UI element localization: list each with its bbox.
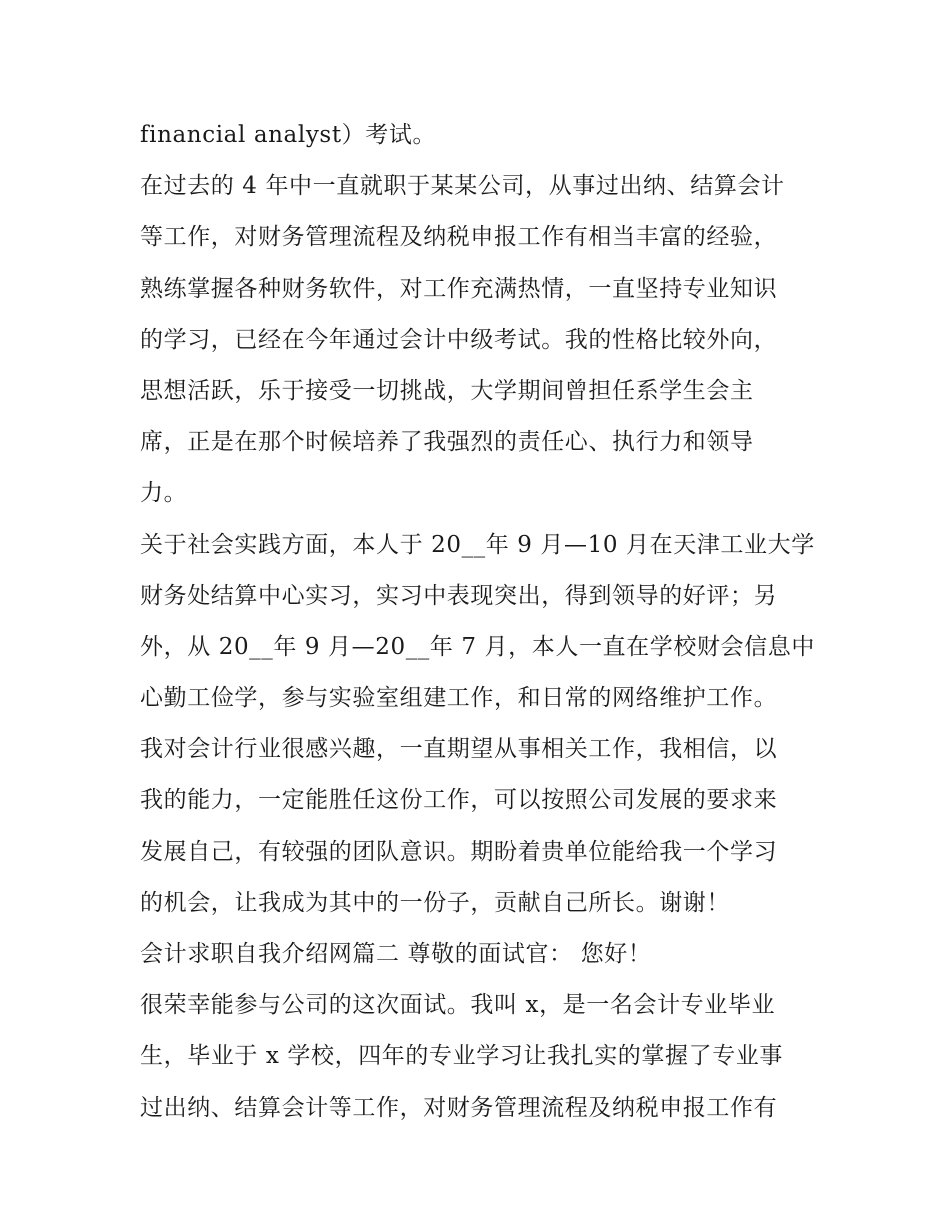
text-line: 力。 [140, 480, 188, 507]
text-line: financial analyst）考试。 [140, 122, 437, 148]
body-text [140, 110, 820, 1134]
text-line: 我对会计行业很感兴趣，一直期望从事相关工作，我相信，以 [140, 736, 778, 763]
text-line: 很荣幸能参与公司的这次面试。我叫 x，是一名会计专业毕业 [140, 992, 776, 1019]
text-line: 关于社会实践方面，本人于 20__年 9 月—10 月在天津工业大学 [140, 531, 815, 558]
text-line: 的机会，让我成为其中的一份子，贡献自己所长。谢谢！ [140, 889, 730, 916]
text-line: 在过去的 4 年中一直就职于某某公司，从事过出纳、结算会计 [140, 173, 785, 200]
text-line: 我的能力，一定能胜任这份工作，可以按照公司发展的要求来 [140, 787, 778, 814]
text-line: 等工作，对财务管理流程及纳税申报工作有相当丰富的经验， [140, 224, 778, 251]
text-line: 外，从 20__年 9 月—20__年 7 月，本人一直在学校财会信息中 [140, 633, 815, 660]
text-line: 生，毕业于 x 学校，四年的专业学习让我扎实的掌握了专业事 [140, 1043, 783, 1070]
text-line: 席，正是在那个时候培养了我强烈的责任心、执行力和领导 [140, 429, 754, 456]
text-line: 过出纳、结算会计等工作，对财务管理流程及纳税申报工作有 [140, 1094, 778, 1121]
text-line: 的学习，已经在今年通过会计中级考试。我的性格比较外向， [140, 326, 778, 353]
text-line: 熟练掌握各种财务软件，对工作充满热情，一直坚持专业知识 [140, 275, 778, 302]
section-heading: 会计求职自我介绍网篇二 尊敬的面试官： 您好！ [140, 941, 652, 967]
text-line: 思想活跃，乐于接受一切挑战，大学期间曾担任系学生会主 [140, 377, 754, 404]
text-line: 发展自己，有较强的团队意识。期盼着贵单位能给我一个学习 [140, 838, 778, 865]
text-line: 财务处结算中心实习，实习中表现突出，得到领导的好评；另 [140, 582, 778, 609]
text-line: 心勤工俭学，参与实验室组建工作，和日常的网络维护工作。 [140, 685, 778, 712]
